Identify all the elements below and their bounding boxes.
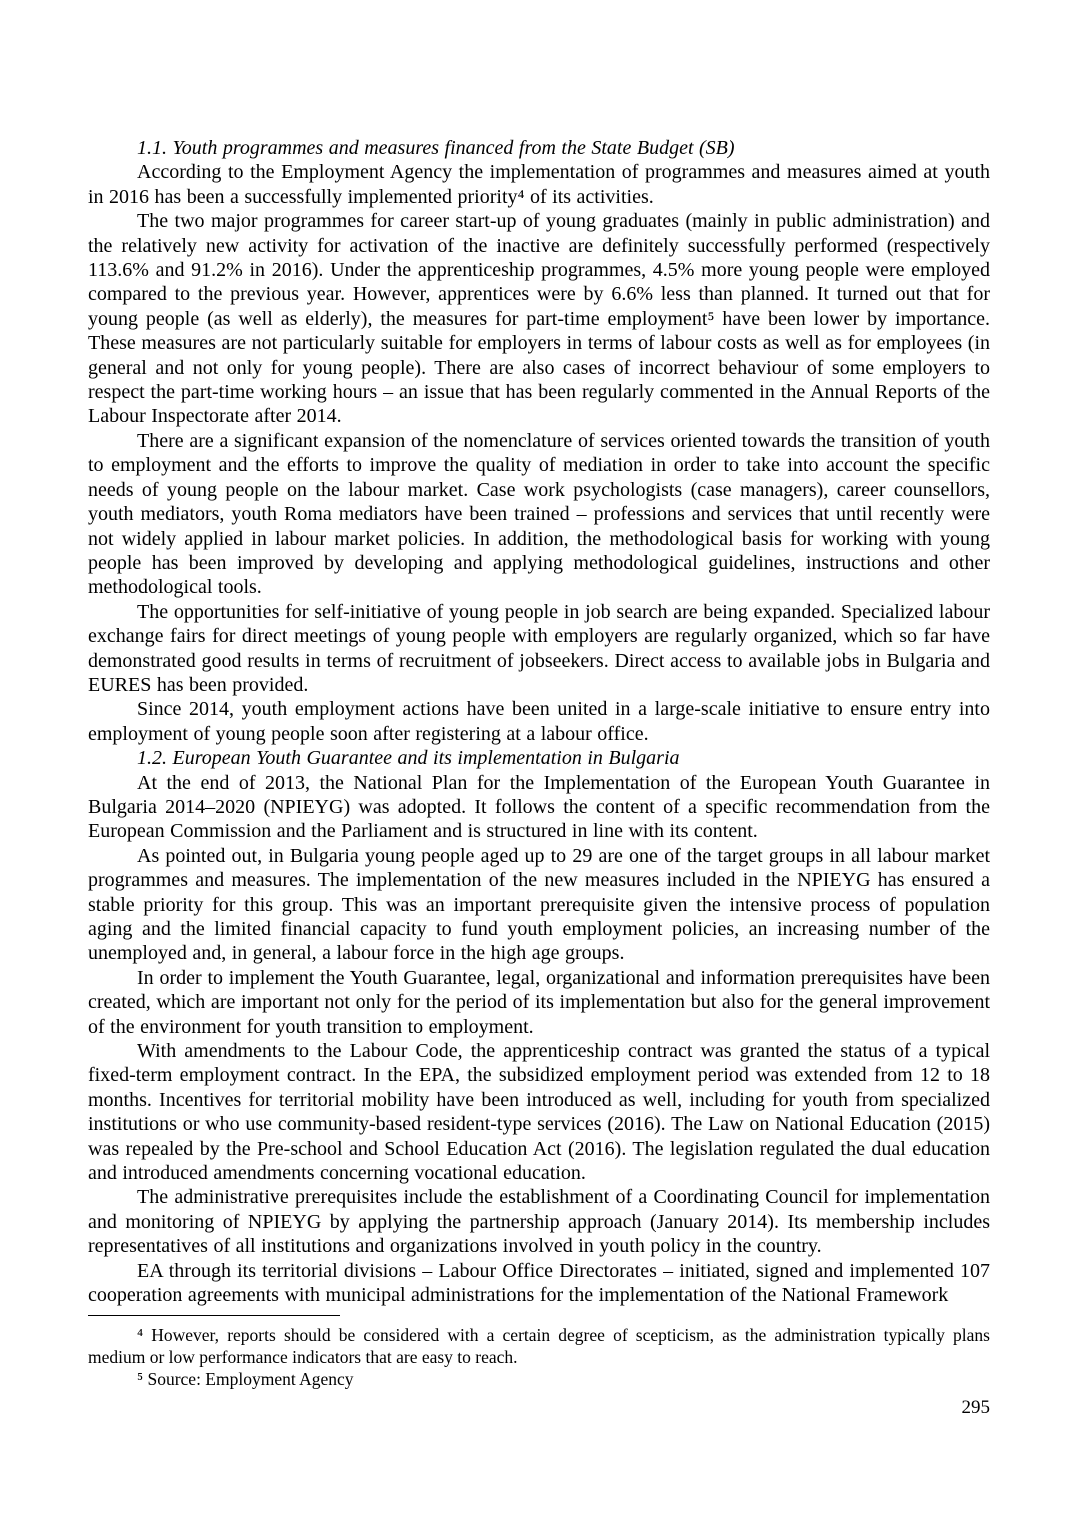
page-number: 295 [961,1397,990,1418]
document-body [88,136,990,1308]
paragraph-1: According to the Employment Agency the implementation of programmes and measures aimed at youth in 2016 has been a successfully implemented priority⁴ of its activities. [88,161,990,208]
paragraph-10: The administrative prerequisites include the establishment of a Coordinating Council for implementation and monitoring of NPIEYG by applying the partnership approach (January 2014). Its membership includes representatives of all institutions and organizations involved in youth policy in the country. [88,1186,990,1258]
footnote-4: ⁴ However, reports should be considered with a certain degree of scepticism, as the administration typically plans medium or low performance indicators that are easy to reach. [88,1325,990,1368]
footnote-5: ⁵ Source: Employment Agency [137,1369,354,1390]
paragraph-8: In order to implement the Youth Guarantee, legal, organizational and information prerequisites have been created, which are important not only for the period of its implementation but also for the general improvement of the environment for youth transition to employment. [88,966,990,1038]
paragraph-6: At the end of 2013, the National Plan for the Implementation of the European Youth Guarantee in Bulgaria 2014–2020 (NPIEYG) was adopted. It follows the content of a specific recommendation from the European Commission and the Parliament and is structured in line with its content. [88,771,990,843]
section-heading-1-2: 1.2. European Youth Guarantee and its implementation in Bulgaria [137,747,680,770]
section-heading-1-1: 1.1. Youth programmes and measures financed from the State Budget (SB) [137,137,735,159]
paragraph-9: With amendments to the Labour Code, the apprenticeship contract was granted the status of a typical fixed-term employment contract. In the EPA, the subsidized employment period was extended from 12 to 18 months. Incentives for territorial mobility have been introduced as well, including for youth from specialized institutions or who use community-based resident-type services (2016). The Law on National Education (2015) was repealed by the Pre-school and School Education Act (2016). The legislation regulated the dual education and introduced amendments concerning vocational education. [88,1040,990,1185]
paragraph-3: There are a significant expansion of the nomenclature of services oriented towards the transition of youth to employment and the efforts to improve the quality of mediation in order to take into account the specific needs of young people on the labour market. Case work psychologists (case managers), career counsellors, youth mediators, youth Roma mediators have been trained – professions and services that until recently were not widely applied in labour market policies. In addition, the methodological basis for working with young people has been improved by developing and applying methodological guidelines, instructions and other methodological tools. [88,429,990,599]
footnote-separator-rule [88,1315,340,1316]
paragraph-4: The opportunities for self-initiative of young people in job search are being expanded. Specialized labour exchange fairs for direct meetings of young people with employers are regularly organized, which so far have demonstrated good results in terms of recruitment of jobseekers. Direct access to available jobs in Bulgaria and EURES has been provided. [88,600,990,696]
paragraph-5: Since 2014, youth employment actions have been united in a large-scale initiative to ensure entry into employment of young people soon after registering at a labour office. [88,698,990,745]
paragraph-11: EA through its territorial divisions – Labour Office Directorates – initiated, signed and implemented 107 cooperation agreements with municipal administrations for the implementation of the National Framework [88,1259,990,1307]
paragraph-2: The two major programmes for career start-up of young graduates (mainly in public administration) and the relatively new activity for activation of the inactive are definitely successfully performed (respectively 113.6% and 91.2% in 2016). Under the apprenticeship programmes, 4.5% more young people were employed compared to the previous year. However, apprentices were by 6.6% less than planned. It turned out that for young people (as well as elderly), the measures for part-time employment⁵ have been lower by importance. These measures are not particularly suitable for employers in terms of labour costs as well as for employees (in general and not only for young people). There are also cases of incorrect behaviour of some employers to respect the part-time working hours – an issue that has been regularly commented in the Annual Reports of the Labour Inspectorate after 2014. [88,210,990,428]
footnotes-section [88,1315,990,1391]
paragraph-7: As pointed out, in Bulgaria young people aged up to 29 are one of the target groups in all labour market programmes and measures. The implementation of the new measures included in the NPIEYG has ensured a stable priority for this group. This was an important prerequisite given the intensive process of population aging and the limited financial capacity to fund youth employment policies, an increasing number of the unemployed and, in general, a labour force in the high age groups. [88,844,990,965]
